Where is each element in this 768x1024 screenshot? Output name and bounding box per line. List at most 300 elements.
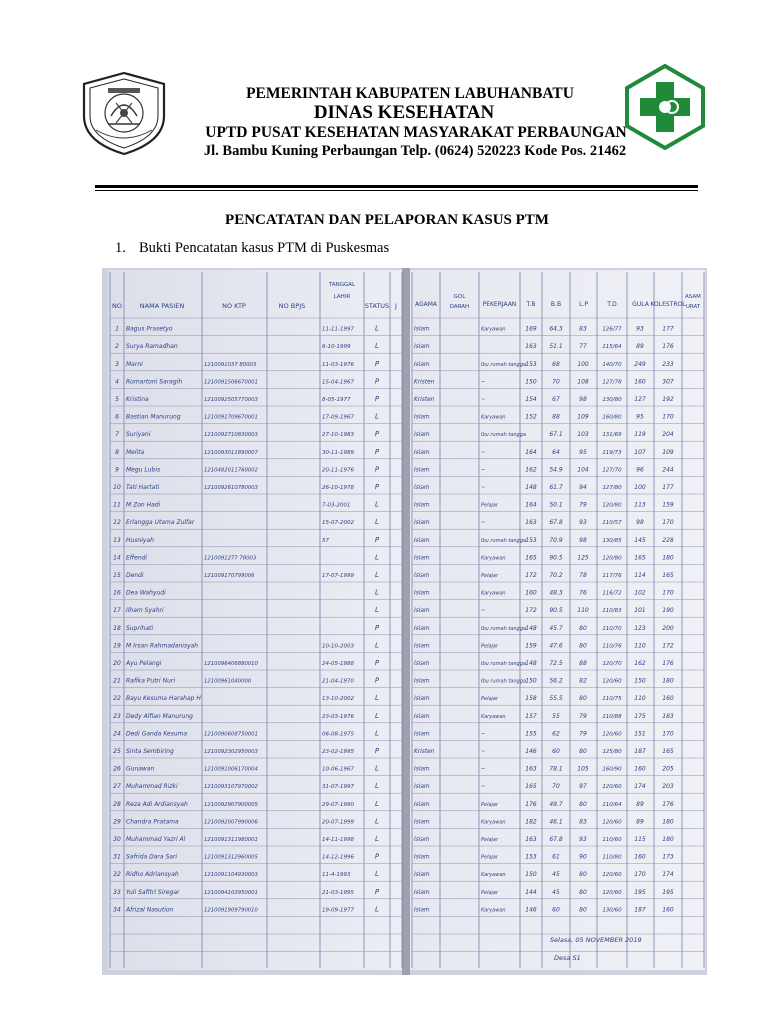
- cell-no: 7: [115, 431, 119, 439]
- cell-kolestrol: 172: [662, 642, 674, 650]
- cell-agama: Kristen: [414, 749, 435, 755]
- column-header: DARAH: [449, 304, 470, 310]
- cell-ktp: 1210091312960005: [204, 854, 258, 861]
- ledger-sheet: [102, 268, 707, 975]
- cell-kolestrol: 109: [662, 448, 674, 456]
- cell-agama: Islam: [414, 502, 430, 509]
- cell-td: 120/60: [602, 678, 622, 685]
- cell-job: Karyawan: [481, 713, 506, 720]
- cell-dob: 8-05-1977: [322, 397, 351, 403]
- cell-ktp: 12100961040000: [204, 678, 252, 685]
- cell-sex: L: [375, 817, 379, 826]
- ledger-photo: [102, 268, 707, 975]
- cell-tb: 159: [525, 642, 537, 650]
- cell-kolestrol: 204: [662, 431, 674, 439]
- cell-tb: 163: [525, 836, 537, 843]
- cell-no: 12: [113, 519, 121, 527]
- cell-bb: 46.1: [549, 818, 563, 826]
- cell-dob: 20-07-1999: [322, 819, 354, 826]
- cell-tb: 157: [525, 712, 537, 720]
- cell-gula: 89: [636, 343, 644, 351]
- cell-no: 27: [113, 783, 121, 791]
- cell-name: Afrizal Nasution: [126, 906, 174, 914]
- cell-sex: P: [374, 747, 380, 755]
- cell-job: Karyawan: [481, 555, 506, 562]
- cell-job: Pelajar: [481, 837, 499, 843]
- cell-tb: 163: [525, 519, 537, 527]
- cell-sex: P: [374, 377, 380, 386]
- cell-kolestrol: 176: [662, 343, 674, 351]
- cell-job: Karyawan: [481, 326, 506, 333]
- cell-lp: 80: [579, 624, 587, 632]
- cell-no: 6: [115, 413, 119, 421]
- cell-ktp: 1210094103950001: [204, 889, 258, 896]
- cell-agama: Islam: [414, 854, 430, 861]
- cell-bb: 48.3: [549, 589, 563, 597]
- cell-kolestrol: 165: [662, 572, 674, 579]
- cell-job: ~: [481, 520, 486, 527]
- cell-sex: L: [375, 588, 379, 597]
- cell-dob: 15-04-1967: [322, 379, 354, 386]
- cell-agama: Islam: [414, 573, 430, 579]
- cell-kolestrol: 180: [662, 818, 674, 826]
- cell-tb: 148: [525, 484, 537, 491]
- cell-job: ~: [481, 467, 486, 474]
- cell-bb: 61: [552, 853, 560, 861]
- cell-td: 110/76: [602, 643, 622, 650]
- cell-dob: 27-10-1983: [322, 432, 354, 439]
- cell-kolestrol: 170: [662, 730, 674, 738]
- cell-sex: L: [375, 782, 379, 791]
- cell-lp: 83: [579, 818, 587, 826]
- cell-name: Bayu Kesuma Harahap H: [126, 695, 201, 703]
- cell-td: 120/60: [602, 819, 622, 826]
- cell-no: 15: [113, 572, 121, 579]
- cell-lp: 97: [579, 783, 587, 791]
- cell-name: Effendi: [126, 554, 148, 562]
- cell-lp: 104: [577, 466, 589, 474]
- cell-dob: 14-11-1998: [322, 837, 354, 843]
- cell-no: 13: [113, 536, 121, 544]
- column-header: AGAMA: [414, 301, 438, 308]
- cell-name: Suprihati: [126, 624, 154, 632]
- cell-name: Gunawan: [126, 765, 155, 773]
- cell-job: Ibu rumah tangga: [481, 625, 526, 632]
- cell-tb: 153: [525, 853, 537, 861]
- cell-job: Pelajar: [481, 889, 499, 896]
- cell-dob: 26-10-1978: [322, 485, 354, 491]
- cell-dob: 57: [322, 537, 329, 544]
- cell-name: Marni: [126, 360, 143, 368]
- column-header: URAT: [685, 304, 701, 310]
- cell-td: 120/60: [602, 872, 622, 879]
- cell-job: ~: [481, 449, 486, 456]
- cell-lp: 90: [579, 853, 587, 861]
- cell-bb: 45: [552, 888, 560, 896]
- letterhead-address: Jl. Bambu Kuning Perbaungan Telp. (0624) 520223 Kode Pos. 21462: [203, 143, 627, 159]
- cell-lp: 83: [579, 325, 587, 333]
- cell-name: Bagus Prasetyo: [126, 325, 173, 333]
- cell-dob: 17-09-1967: [322, 414, 354, 421]
- cell-bb: 62: [552, 730, 560, 738]
- cell-dob: 15-07-2002: [322, 520, 354, 527]
- cell-no: 10: [113, 484, 121, 491]
- cell-name: M Irsan Rahmadanisyah: [126, 642, 199, 650]
- column-header: KOLESTROL: [650, 301, 686, 308]
- cell-td: 116/72: [602, 590, 622, 597]
- cell-kolestrol: 195: [662, 888, 674, 896]
- cell-no: 19: [113, 642, 121, 650]
- cell-bb: 47.6: [549, 642, 563, 650]
- cell-kolestrol: 228: [662, 536, 674, 544]
- cell-bb: 70.2: [549, 572, 563, 579]
- cell-agama: Islam: [414, 907, 430, 914]
- cell-kolestrol: 170: [662, 413, 674, 421]
- cell-gula: 195: [634, 888, 646, 896]
- cell-ktp: 121009170799006: [204, 573, 255, 579]
- cell-sex: L: [375, 641, 379, 650]
- cell-kolestrol: 190: [662, 607, 674, 615]
- cell-td: 120/60: [602, 731, 622, 738]
- cell-ktp: 1210091104930003: [204, 872, 258, 879]
- cell-ktp: 1210092710830003: [204, 432, 258, 439]
- cell-dob: 20-11-1976: [322, 467, 354, 474]
- cell-bb: 51.1: [549, 343, 563, 351]
- cell-kolestrol: 180: [662, 836, 674, 843]
- cell-tb: 150: [525, 378, 537, 386]
- cell-td: 119/73: [602, 449, 622, 456]
- cell-name: Yuli Safitri Siregar: [126, 888, 180, 896]
- cell-job: ~: [481, 731, 486, 738]
- column-header: T.D: [607, 301, 617, 308]
- cell-name: Bastian Manurung: [126, 413, 181, 421]
- cell-tb: 164: [525, 448, 537, 456]
- cell-tb: 153: [525, 536, 537, 544]
- cell-lp: 80: [579, 888, 587, 896]
- cell-name: Dendi: [126, 572, 144, 579]
- cell-job: Ibu rumah tangga: [481, 432, 526, 439]
- cell-ktp: 1210091037 80003: [204, 361, 257, 368]
- cell-agama: Kristen: [414, 397, 435, 403]
- cell-gula: 110: [634, 642, 646, 650]
- cell-td: 110/75: [602, 696, 622, 703]
- cell-agama: Islam: [414, 643, 430, 650]
- cell-sex: L: [375, 694, 379, 703]
- cell-td: 140/70: [602, 361, 622, 368]
- cell-gula: 100: [634, 484, 646, 491]
- cell-name: Suriyani: [126, 431, 151, 439]
- cell-job: ~: [481, 766, 486, 773]
- cell-gula: 107: [634, 448, 646, 456]
- cell-dob: 21-04-1970: [322, 678, 354, 685]
- cell-lp: 80: [579, 642, 587, 650]
- cell-tb: 146: [525, 906, 537, 914]
- cell-kolestrol: 165: [662, 748, 674, 755]
- cell-gula: 150: [634, 677, 646, 685]
- cell-kolestrol: 176: [662, 800, 674, 808]
- cell-bb: 56.2: [549, 677, 563, 685]
- cell-bb: 54.9: [549, 466, 563, 474]
- cell-lp: 98: [579, 536, 587, 544]
- puskesmas-cross-icon: [625, 64, 705, 150]
- cell-dob: 30-11-1989: [322, 449, 354, 456]
- cell-dob: 23-03-1976: [322, 713, 354, 720]
- cell-td: 110/83: [602, 608, 622, 615]
- cell-name: Ilham Syahri: [126, 607, 164, 615]
- cell-tb: 146: [525, 748, 537, 755]
- cell-td: 115/64: [602, 344, 622, 351]
- column-header: J: [395, 302, 397, 310]
- cell-bb: 68: [552, 360, 560, 368]
- column-header: GULA: [632, 301, 649, 308]
- cell-agama: Islam: [414, 608, 430, 615]
- cell-gula: 174: [634, 783, 646, 791]
- cell-name: Kristina: [126, 396, 149, 403]
- cell-no: 29: [113, 818, 121, 826]
- cell-td: 127/78: [602, 379, 622, 386]
- cell-kolestrol: 170: [662, 519, 674, 527]
- cell-td: 125/80: [602, 749, 622, 755]
- cell-job: ~: [481, 749, 486, 755]
- cell-dob: 11-11-1997: [322, 326, 354, 333]
- column-header: T.B: [526, 301, 536, 308]
- cell-sex: P: [374, 623, 380, 632]
- cell-job: Karyawan: [481, 872, 506, 879]
- cell-tb: 158: [525, 695, 537, 703]
- cell-kolestrol: 192: [662, 396, 674, 403]
- cell-agama: Islam: [414, 678, 430, 685]
- cell-tb: 148: [525, 660, 537, 667]
- cell-no: 25: [113, 748, 121, 755]
- cell-sex: L: [375, 553, 379, 562]
- cell-job: Pelajar: [481, 643, 499, 650]
- cell-agama: Islam: [414, 467, 430, 474]
- cell-dob: 17-07-1999: [322, 573, 354, 579]
- cell-sex: L: [375, 412, 379, 421]
- cell-name: Muhammad Rizki: [126, 783, 178, 791]
- cell-sex: P: [374, 395, 380, 403]
- cell-kolestrol: 203: [662, 783, 674, 791]
- cell-job: Ibu rumah tangga: [481, 537, 526, 544]
- cell-no: 20: [113, 660, 121, 667]
- cell-no: 8: [115, 448, 119, 456]
- column-header: NAMA PASIEN: [139, 302, 185, 310]
- cell-ktp: 1210092505770003: [204, 397, 258, 403]
- cell-dob: 11-03-1976: [322, 361, 354, 368]
- cell-job: Pelajar: [481, 502, 499, 509]
- cell-bb: 64: [552, 448, 560, 456]
- cell-gula: 187: [634, 748, 646, 755]
- cell-gula: 151: [634, 730, 646, 738]
- cell-no: 21: [113, 677, 121, 685]
- cell-td: 130/80: [602, 397, 622, 403]
- cell-bb: 67.1: [549, 431, 563, 439]
- cell-job: Ibu rumah tangga: [481, 678, 526, 685]
- cell-no: 34: [113, 906, 121, 914]
- cell-kolestrol: 174: [662, 871, 674, 879]
- cell-gula: 95: [636, 413, 644, 421]
- cell-ktp: 1210092302950003: [204, 749, 258, 755]
- cell-dob: 29-07-1990: [322, 801, 354, 808]
- cell-no: 28: [113, 800, 121, 808]
- cell-gula: 145: [634, 536, 646, 544]
- cell-bb: 45.7: [549, 624, 563, 632]
- cell-ktp: 1210096406880010: [204, 661, 258, 667]
- cell-lp: 80: [579, 748, 587, 755]
- cell-sex: L: [375, 870, 379, 879]
- cell-gula: 160: [634, 765, 646, 773]
- cell-lp: 109: [577, 413, 589, 421]
- cell-job: Karyawan: [481, 590, 506, 597]
- cell-lp: 80: [579, 871, 587, 879]
- cell-tb: 163: [525, 343, 537, 351]
- cell-kolestrol: 307: [662, 378, 674, 386]
- column-header: TANGGAL: [328, 282, 356, 288]
- cell-bb: 70: [552, 378, 560, 386]
- cell-lp: 79: [579, 501, 587, 509]
- cell-agama: Kristen: [414, 379, 435, 386]
- cell-tb: 150: [525, 871, 537, 879]
- cell-bb: 55.5: [549, 695, 563, 703]
- cell-gula: 160: [634, 378, 646, 386]
- cell-kolestrol: 180: [662, 554, 674, 562]
- cell-no: 17: [113, 607, 121, 615]
- cell-tb: 172: [525, 572, 537, 579]
- cell-gula: 170: [634, 871, 646, 879]
- cell-agama: Islam: [414, 889, 430, 896]
- cell-sex: P: [374, 535, 380, 544]
- cell-bb: 67.8: [549, 836, 563, 843]
- cell-no: 30: [113, 836, 121, 843]
- cell-job: Karyawan: [481, 414, 506, 421]
- cell-no: 16: [113, 589, 121, 597]
- cell-sex: L: [375, 518, 379, 527]
- cell-ktp: 1210482011760002: [204, 467, 258, 474]
- cell-tb: 169: [525, 325, 537, 333]
- cell-no: 11: [113, 501, 121, 509]
- cell-sex: P: [374, 659, 380, 667]
- cell-bb: 78.1: [549, 765, 563, 773]
- cell-kolestrol: 233: [662, 360, 674, 368]
- cell-job: ~: [481, 397, 486, 403]
- cell-bb: 60: [552, 748, 560, 755]
- cell-name: Romartoni Saragih: [126, 378, 183, 386]
- cell-gula: 89: [636, 818, 644, 826]
- cell-no: 24: [113, 730, 121, 738]
- document-title: PENCATATAN DAN PELAPORAN KASUS PTM: [225, 212, 549, 228]
- cell-td: 127/80: [602, 485, 622, 491]
- cell-lp: 76: [579, 589, 587, 597]
- cell-gula: 89: [636, 800, 644, 808]
- cell-name: Dea Wahyudi: [126, 589, 166, 597]
- cell-no: 9: [115, 466, 119, 474]
- cell-name: Erlangga Utama Zulfar: [126, 519, 195, 527]
- cell-td: 120/70: [602, 661, 622, 667]
- cell-bb: 72.5: [549, 660, 563, 667]
- cell-dob: 10-06-1967: [322, 766, 354, 773]
- column-header: L.P: [579, 301, 588, 308]
- cell-lp: 110: [577, 607, 589, 615]
- cell-sex: L: [375, 571, 379, 579]
- cell-kolestrol: 159: [662, 501, 674, 509]
- cell-kolestrol: 183: [662, 712, 674, 720]
- cell-kolestrol: 200: [662, 624, 674, 632]
- cell-kolestrol: 205: [662, 765, 674, 773]
- cell-sex: P: [374, 447, 380, 456]
- cell-job: ~: [481, 485, 486, 491]
- cell-ktp: 1210091709670001: [204, 414, 258, 421]
- cell-td: 160/80: [602, 414, 622, 421]
- cell-name: Ridho Adriansyah: [126, 871, 179, 879]
- cell-ktp: 1210090608750001: [204, 731, 258, 738]
- cell-no: 1: [115, 325, 119, 333]
- cell-ktp: 1210093011890007: [204, 449, 258, 456]
- cell-agama: Islam: [414, 837, 430, 843]
- cell-tb: 160: [525, 589, 537, 597]
- cell-agama: Islam: [414, 555, 430, 562]
- letterhead-government: PEMERINTAH KABUPATEN LABUHANBATU: [246, 85, 574, 102]
- cell-lp: 94: [579, 484, 587, 491]
- cell-agama: Islam: [414, 731, 430, 738]
- cell-td: 120/60: [602, 889, 622, 896]
- cell-kolestrol: 180: [662, 677, 674, 685]
- cell-bb: 70: [552, 783, 560, 791]
- list-text: Bukti Pencatatan kasus PTM di Puskesmas: [139, 240, 390, 256]
- cell-lp: 93: [579, 836, 587, 843]
- cell-td: 120/80: [602, 502, 622, 509]
- cell-tb: 154: [525, 396, 537, 403]
- cell-tb: 165: [525, 554, 537, 562]
- cell-bb: 49.7: [549, 800, 563, 808]
- cell-sex: P: [374, 852, 380, 861]
- cell-sex: L: [375, 799, 379, 808]
- letterhead-rule-thick: [95, 185, 698, 188]
- cell-job: Pelajar: [481, 801, 499, 808]
- cell-job: Karyawan: [481, 819, 506, 826]
- cell-lp: 125: [577, 554, 589, 562]
- cell-agama: Islam: [414, 485, 430, 491]
- cell-job: ~: [481, 608, 486, 615]
- cell-tb: 182: [525, 818, 537, 826]
- cell-bb: 55: [552, 712, 560, 720]
- cell-name: Ayu Pelangi: [126, 660, 162, 667]
- cell-dob: 13-10-2002: [322, 696, 354, 703]
- cell-name: Tati Hartati: [126, 484, 160, 491]
- cell-ktp: 1210092007990006: [204, 819, 258, 826]
- cell-td: 130/85: [602, 537, 622, 544]
- cell-gula: 119: [634, 431, 646, 439]
- cell-agama: Islam: [414, 661, 430, 667]
- column-header: ASAM: [685, 294, 701, 300]
- cell-bb: 61.7: [549, 484, 563, 491]
- cell-agama: Islam: [414, 414, 430, 421]
- cell-no: 32: [113, 871, 121, 879]
- cell-sex: L: [375, 500, 379, 509]
- letterhead: [165, 84, 635, 161]
- cell-no: 22: [113, 695, 121, 703]
- cell-gula: 160: [634, 853, 646, 861]
- cell-dob: 24-05-1988: [322, 661, 354, 667]
- cell-sex: L: [375, 729, 379, 738]
- cell-ktp: 1210091506670001: [204, 379, 258, 386]
- cell-td: 127/70: [602, 467, 622, 474]
- cell-tb: 155: [525, 730, 537, 738]
- cell-agama: Islam: [414, 520, 430, 527]
- cell-bb: 70.9: [549, 536, 563, 544]
- cell-sex: P: [374, 676, 380, 685]
- cell-tb: 172: [525, 607, 537, 615]
- cell-kolestrol: 160: [662, 906, 674, 914]
